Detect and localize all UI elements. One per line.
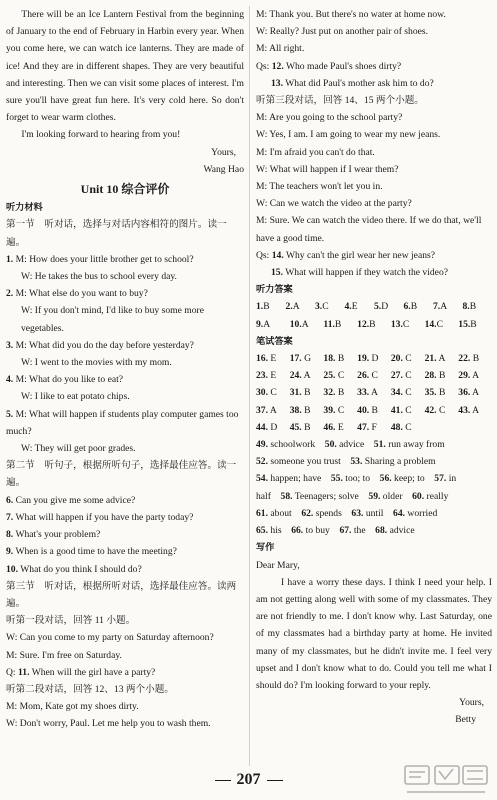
dialogue-line: M: Mom, Kate got my shoes dirty. [6,701,139,713]
answer-item: 4.E [344,301,358,313]
answer-item: 33. A [357,387,378,399]
answer-item: 14.C [424,318,443,330]
writing-sign-name: Betty [455,714,476,726]
answer-item: 16. E [256,353,277,365]
watermark-logo-icon [401,762,491,798]
answer-item: 34. C [390,387,412,399]
writing-body: I have a worry these days. I think I need your help. I am not getting along well with some of my classmates. They are not friendly to me. I don't know why. Last Saturday, one of my classmates had a birthday party at home. He invited many of my classmates, but he didn't invite me. I feel very upset and I don't know what to do. Could you tell me what I should do? I'm looking forward to your reply. [256,576,492,691]
answer-item: 32. B [323,387,345,399]
answer-item: 1.B [256,301,270,313]
dialogue3-title: 听第三段对话，回答 14、15 两个小题。 [256,95,424,107]
answer-item: 27. C [390,370,412,382]
list-item: 3. M: What did you do the day before yesterday? [6,339,194,351]
answer-item: 26. C [357,370,378,382]
answer-item: 37. A [256,404,277,416]
list-item: 4. M: What do you like to eat? [6,374,124,386]
section1-title: 第一节 听对话，选择与对话内容相符的图片。读一遍。 [6,219,227,248]
dash-left [215,780,231,781]
list-item: W: I like to eat potato chips. [21,391,130,403]
dialogue-line: M: Sure. I'm free on Saturday. [6,649,122,661]
answer-item: 28. B [424,370,446,382]
listening-answers-row2 [256,316,492,333]
section2-title: 第二节 听句子，根据所听句子，选择最佳应答。读一遍。 [6,460,237,489]
list-item: 7. What will happen if you have the party today? [6,511,194,523]
written-answers-row [256,419,492,436]
fill-answer-line: 49. schoolwork 50. advice 51. run away from [256,439,445,451]
answer-item: 15.B [458,318,477,330]
answer-item: 3.C [315,301,329,313]
letter-closing: I'm looking forward to hearing from you! [21,129,181,141]
list-item: W: I went to the movies with my mom. [21,357,172,369]
answer-item: 44. D [256,421,278,433]
answer-item: 18. B [323,353,345,365]
left-column [6,6,244,733]
answer-item [425,419,459,436]
answer-item: 21. A [424,353,446,365]
question-11: Q: 11. When will the girl have a party? [6,666,156,678]
letter-sign-name: Wang Hao [203,163,244,175]
answer-item: 13.C [390,318,410,330]
dash-right [267,780,283,781]
fill-answer-line: 65. his 66. to buy 67. the 68. advice [256,525,415,537]
page-number: 207 [0,771,497,789]
answer-item: 25. C [323,370,345,382]
dialogue-line: W: Can we watch the video at the party? [256,198,412,210]
answer-item: 45. B [289,421,311,433]
dialogue-line: W: Don't worry, Paul. Let me help you to wash them. [6,718,211,730]
written-answers-heading: 笔试答案 [256,335,293,347]
dialogue-line: M: All right. [256,43,305,55]
fill-answer-line: half 58. Teenagers; solve 59. older 60. really [256,490,449,502]
answer-item: 22. B [458,353,480,365]
section2-items [6,492,244,578]
column-divider [249,6,250,766]
dialogue-line: M: Sure. We can watch the video there. If we do that, we'll have a good time. [256,215,482,244]
right-column [256,6,492,729]
answer-item: 10.A [289,318,309,330]
answer-item: 30. C [256,387,277,399]
list-item: 5. M: What will happen if students play computer games too much? [6,408,239,437]
dialogue1-title: 听第一段对话，回答 11 小题。 [6,615,136,627]
answer-item: 2.A [285,301,300,313]
question-14: Qs: 14. Why can't the girl wear her new jeans? [256,249,435,261]
dialogue2-title: 听第二段对话，回答 12、13 两个小题。 [6,683,174,695]
answer-item: 46. E [323,421,344,433]
dialogue-line: W: Yes, I am. I am going to wear my new jeans. [256,129,441,141]
answer-item: 17. G [289,353,312,365]
letter-sign-yours: Yours, [211,146,236,158]
listening-answers-row1 [256,298,492,315]
list-item: 2. M: What else do you want to buy? [6,288,148,300]
written-fill-answers [256,436,492,539]
written-answers-grid [256,350,492,436]
dialogue-line: M: Thank you. But there's no water at home now. [256,9,446,20]
dialogue-line: W: What will happen if I wear them? [256,163,399,175]
written-answers-row [256,402,492,419]
answer-item: 20. C [390,353,412,365]
answer-item: 43. A [458,404,480,416]
answer-item: 5.D [374,301,389,313]
question-12: Qs: 12. Who made Paul's shoes dirty? [256,60,402,72]
dialogue-line: M: I'm afraid you can't do that. [256,146,375,158]
answer-item: 19. D [357,353,379,365]
answer-item: 24. A [289,370,311,382]
listening-heading: 听力材料 [6,202,43,214]
list-item: W: He takes the bus to school every day. [21,271,177,283]
answer-item: 42. C [424,404,446,416]
answer-item: 47. F [357,421,377,433]
unit-title: Unit 10 综合评价 [80,182,170,197]
answer-item: 8.B [462,301,477,313]
written-answers-row [256,367,492,384]
list-item: 9. When is a good time to have the meeting? [6,546,177,558]
letter-paragraph: There will be an Ice Lantern Festival from the beginning of January to the end of February in Harbin every year. When you come here, we can watch ice lanterns. They are made of ice! And they are in different shapes. They are very beautiful and interesting. Then we can visit some places of interest. I'm sure you'll have great fun here. It's very cold here. So don't forget to wear warm clothes. [6,9,244,124]
answer-item: 12.B [357,318,376,330]
section1-items [6,251,244,457]
answer-item: 11.B [323,318,342,330]
answer-item: 39. C [323,404,345,416]
section3-title: 第三节 听对话，根据所听对话，选择最佳应答。读两遍。 [6,580,237,609]
answer-item: 9.A [256,318,271,330]
answer-item [458,419,492,436]
answer-item: 36. A [458,387,480,399]
fill-answer-line: 54. happen; have 55. too; to 56. keep; to 57. in [256,473,457,485]
answer-item: 29. A [458,370,480,382]
question-15: 15. What will happen if they watch the video? [271,267,448,279]
dialogue-line: M: The teachers won't let you in. [256,181,383,193]
answer-item: 31. B [289,387,311,399]
writing-heading: 写作 [256,542,275,554]
writing-greeting: Dear Mary, [256,559,300,571]
list-item: W: If you don't mind, I'd like to buy some more vegetables. [21,305,204,334]
list-item: 10. What do you think I should do? [6,563,142,575]
answer-item: 48. C [390,421,412,433]
list-item: 1. M: How does your little brother get to school? [6,253,194,265]
dialogue-line: W: Really? Just put on another pair of shoes. [256,26,429,38]
answer-item: 7.A [433,301,448,313]
question-13: 13. What did Paul's mother ask him to do? [271,77,434,89]
answer-item: 6.B [403,301,418,313]
answer-item: 38. B [289,404,311,416]
answer-item: 40. B [357,404,378,416]
list-item: W: They will get poor grades. [21,443,136,455]
answer-item: 23. E [256,370,277,382]
fill-answer-line: 61. about 62. spends 63. until 64. worried [256,507,438,519]
dialogue-line: W: Can you come to my party on Saturday afternoon? [6,632,214,644]
written-answers-row [256,384,492,401]
answer-item: 41. C [390,404,412,416]
answer-item: 35. B [424,387,446,399]
written-answers-row [256,350,492,367]
fill-answer-line: 52. someone you trust 53. Sharing a problem [256,456,436,468]
list-item: 6. Can you give me some advice? [6,494,136,506]
dialogue-line: M: Are you going to the school party? [256,112,403,124]
list-item: 8. What's your problem? [6,529,101,541]
listening-answers-heading: 听力答案 [256,284,293,296]
writing-sign-yours: Yours, [459,697,484,709]
